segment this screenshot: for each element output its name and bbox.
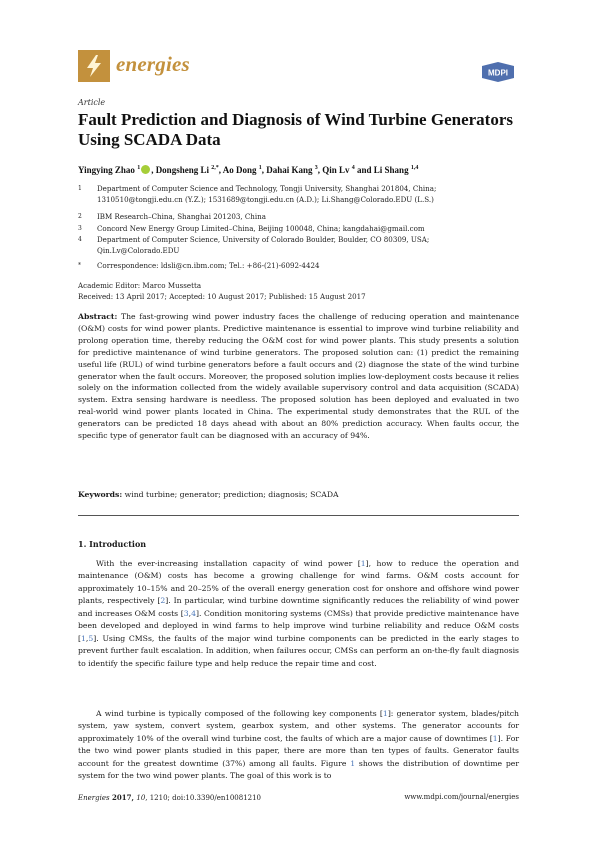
mdpi-logo-icon [478,62,518,82]
author-name: Yingying Zhao [78,165,138,175]
author-separator: , [218,165,223,175]
academic-editor: Academic Editor: Marco Mussetta [78,281,202,290]
paragraph-text: ]. For the two wind power plants studied in this paper, there are more than ten types of faults. Generator faults account for the greatest downtime (37%) among all faults. Figure [78,733,519,768]
author-affiliation-marker: 1,4 [410,165,419,171]
article-title: Fault Prediction and Diagnosis of Wind Turbine Generators Using SCADA Data [78,110,513,149]
section-divider [78,515,519,516]
reference-link[interactable]: 5 [88,633,94,643]
journal-logo-icon [78,50,110,82]
author-separator: , [261,165,267,175]
footer-journal: Energies [78,794,110,802]
footer-citation [78,793,261,802]
reference-link[interactable]: 1 [360,559,366,568]
author-name: Dahai Kang [266,165,315,175]
reference-link[interactable]: 3 [183,608,189,618]
article-type: Article [78,98,106,107]
footer-doi: , 1210; doi:10.3390/en10081210 [145,794,262,802]
affiliation-text: Correspondence: ldsli@cn.ibm.com; Tel.: +86-(21)-6092-4424 [97,261,320,270]
author-name: Li Shang [373,165,411,175]
reference-link[interactable]: 2 [160,596,166,606]
intro-paragraph-2 [78,708,519,783]
paragraph-text: ], how to reduce the operation and maintenance (O&M) costs has become a growing challenge for wind farms. O&M costs account for approximately 10–15% and 20–25% of the overall energy generation cost for onshore and offshore wind power plants, respectively [ [78,559,519,606]
paragraph-text: , [188,608,192,618]
author-list [78,165,518,175]
correspondence [78,261,520,272]
publisher-logo-text: MDPI [488,68,508,78]
author-affiliation-marker: 1 [137,165,141,171]
affiliation-text: Department of Computer Science, University of Colorado Boulder, Boulder, CO 80309, USA; Qin.Lv@Colorado.EDU [97,235,430,255]
author-name: Ao Dong [222,165,259,175]
section-heading-introduction: 1. Introduction [78,539,147,549]
keywords [78,489,519,500]
author-affiliation-marker: 4 [351,165,355,171]
paragraph-text: shows the distribution of downtime per system for the two wind power plants. The goal of this work is to [78,758,519,781]
abstract-text: The fast-growing wind power industry faces the challenge of reducing operation and maintenance (O&M) costs for wind power plants. Predictive maintenance is essential to improve wind turbine reliability and prolong operation time, thereby reducing the O&M cost for wind power plants. This study presents a solution for predictive maintenance of wind turbine generators. The proposed solution can: (1) predict the remaining useful life (RUL) of wind turbine generators before a fault occurs and (2) diagnose the state of the wind turbine generator when the fault occurs. Moreover, the proposed solution implies low-deployment costs because it relies solely on the information collected from the widely available supervisory control and data acquisition (SCADA) system. Extra sensing hardware is needless. The proposed solution has been deployed and evaluated in two real-world wind power plants located in China. The experimental study demonstrates that the RUL of the generators can be predicted 18 days ahead with about an 80% prediction accuracy. When faults occur, the specific type of generator fault can be diagnosed with an accuracy of 94%. [78,312,519,441]
keywords-text: wind turbine; generator; prediction; diagnosis; SCADA [124,490,339,499]
paragraph-text: , [85,633,89,643]
paragraph-text: ]: generator system, blades/pitch system, yaw system, convert system, gearbox system, and other systems. The generator accounts for approximately 10% of the overall wind turbine cost, the faults of which are a major cause of downtimes [ [78,709,520,743]
affiliation-text: IBM Research–China, Shanghai 201203, China [97,212,266,221]
reference-link[interactable]: 1 [350,758,356,768]
affiliation-4 [78,235,520,256]
author-separator: , [151,165,156,175]
reference-link[interactable]: 1 [382,709,388,718]
footer-volume: 10 [136,794,146,802]
affiliation-key: 1 [78,185,82,192]
reference-link[interactable]: 1 [81,633,86,643]
paragraph-text: ]. Condition monitoring systems (CMSs) that provide predictive maintenance have been developed and deployed in wind farms to help improve wind turbine reliability and reduce O&M costs [ [78,608,519,643]
intro-paragraph-1 [78,558,519,670]
affiliation-key: 4 [78,236,82,243]
author-affiliation-marker: 1 [258,165,262,171]
paragraph-text: ]. In particular, wind turbine downtime significantly reduces the reliability of wind power and increases O&M costs [ [78,596,519,618]
author-separator: and [354,165,374,175]
affiliation-text: Concord New Energy Group Limited–China, Beijing 100048, China; kangdahai@gmail.com [97,224,425,233]
orcid-icon[interactable] [141,165,150,174]
affiliation-key: 3 [78,225,82,232]
paragraph-text: ]. Using CMSs, the faults of the major wind turbine components can be predicted in the early stages to prevent further fault escalation. In addition, when failures occur, CMSs can perform an on-the-fly fault diagnosis to identify the specific failure type and help reduce the repair time and cost. [78,633,519,668]
affiliation-key: * [78,262,81,269]
affiliation-1 [78,184,520,205]
abstract-label: Abstract: [78,312,118,321]
reference-link[interactable]: 1 [492,733,498,743]
journal-name: energies [116,52,190,76]
paragraph-text: With the ever-increasing installation capacity of wind power [ [96,559,361,568]
footer-journal-url[interactable]: www.mdpi.com/journal/energies [404,793,519,801]
affiliation-text: Department of Computer Science and Technology, Tongji University, Shanghai 201804, China; 1310510@tongji.edu.cn (Y.Z.); 1531689@tongji.edu.cn (A.D.); Li.Shang@Colorado.EDU (L.S.) [97,184,437,204]
author-name: Qin Lv [322,165,352,175]
publication-dates: Received: 13 April 2017; Accepted: 10 August 2017; Published: 15 August 2017 [78,291,366,301]
affiliation-2 [78,212,520,223]
author-separator: , [317,165,323,175]
author-affiliation-marker: 2,* [211,165,219,171]
author-affiliation-marker: 3 [314,165,318,171]
affiliation-3 [78,224,520,235]
author-name: Dongsheng Li [155,165,212,175]
abstract [78,311,519,442]
affiliation-key: 2 [78,213,82,220]
footer-year: 2017, [109,793,137,802]
editor-block [78,281,518,302]
keywords-label: Keywords: [78,490,123,499]
reference-link[interactable]: 4 [191,608,196,618]
paragraph-text: A wind turbine is typically composed of the following key components [ [96,709,383,718]
